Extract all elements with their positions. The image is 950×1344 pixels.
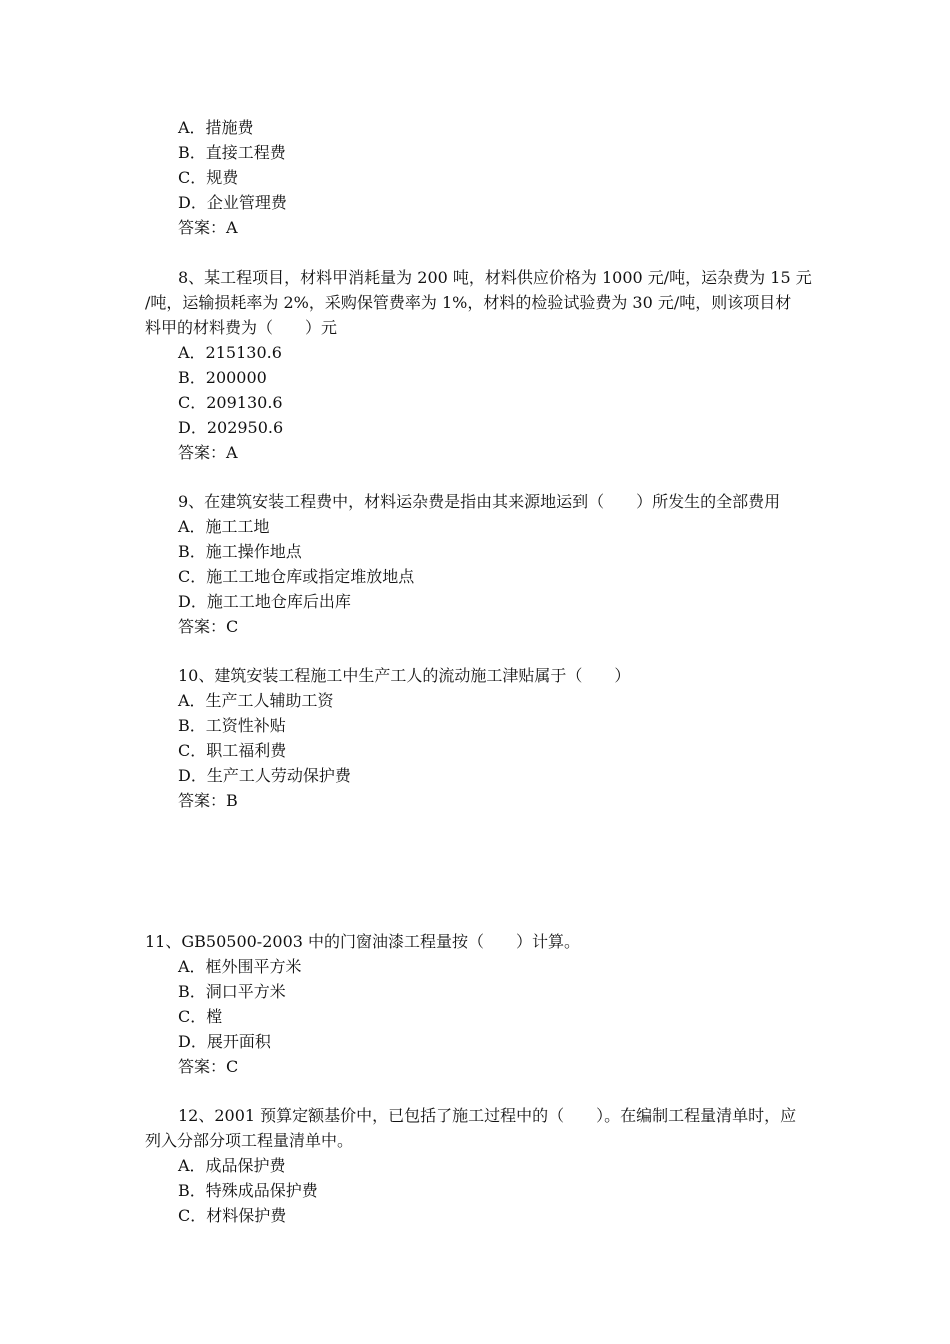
option-a: A．施工工地 [178,517,270,536]
option-b: B．200000 [178,368,267,387]
answer: 答案：B [178,791,238,810]
option-c: C．樘 [178,1007,223,1026]
option-d: D．生产工人劳动保护费 [178,766,351,785]
question-stem-line: /吨，运输损耗率为 2%，采购保管费率为 1%，材料的检验试验费为 30 元/吨，则该项目材 [145,293,792,312]
answer: 答案：A [178,218,238,237]
question-stem-line: 10、建筑安装工程施工中生产工人的流动施工津贴属于（ ） [178,666,631,685]
option-b: B．洞口平方米 [178,982,286,1001]
option-a: A．215130.6 [178,343,282,362]
option-d: D．企业管理费 [178,193,287,212]
option-c: C．材料保护费 [178,1206,287,1225]
option-c: C．职工福利费 [178,741,287,760]
answer: 答案：A [178,443,238,462]
option-b: B．施工操作地点 [178,542,302,561]
question-stem-line: 料甲的材料费为（ ）元 [145,318,338,337]
option-b: B．特殊成品保护费 [178,1181,318,1200]
option-a: A．措施费 [178,118,254,137]
option-a: A．成品保护费 [178,1156,286,1175]
question-stem-line: 9、在建筑安装工程费中，材料运杂费是指由其来源地运到（ ）所发生的全部费用 [178,492,781,511]
question-stem-line: 11、GB50500-2003 中的门窗油漆工程量按（ ）计算。 [145,932,581,951]
option-b: B．直接工程费 [178,143,286,162]
question-stem-line: 列入分部分项工程量清单中。 [145,1131,354,1150]
option-d: D．展开面积 [178,1032,271,1051]
option-d: D．施工工地仓库后出库 [178,592,351,611]
option-d: D．202950.6 [178,418,284,437]
option-a: A．生产工人辅助工资 [178,691,334,710]
answer: 答案：C [178,617,239,636]
question-stem-line: 12、2001 预算定额基价中，已包括了施工过程中的（ ）。在编制工程量清单时，应 [178,1106,797,1125]
answer: 答案：C [178,1057,239,1076]
option-b: B．工资性补贴 [178,716,286,735]
option-c: C．施工工地仓库或指定堆放地点 [178,567,415,586]
question-stem-line: 8、某工程项目，材料甲消耗量为 200 吨，材料供应价格为 1000 元/吨，运杂费为 15 元 [178,268,812,287]
option-a: A．框外围平方米 [178,957,302,976]
option-c: C．规费 [178,168,239,187]
option-c: C．209130.6 [178,393,283,412]
